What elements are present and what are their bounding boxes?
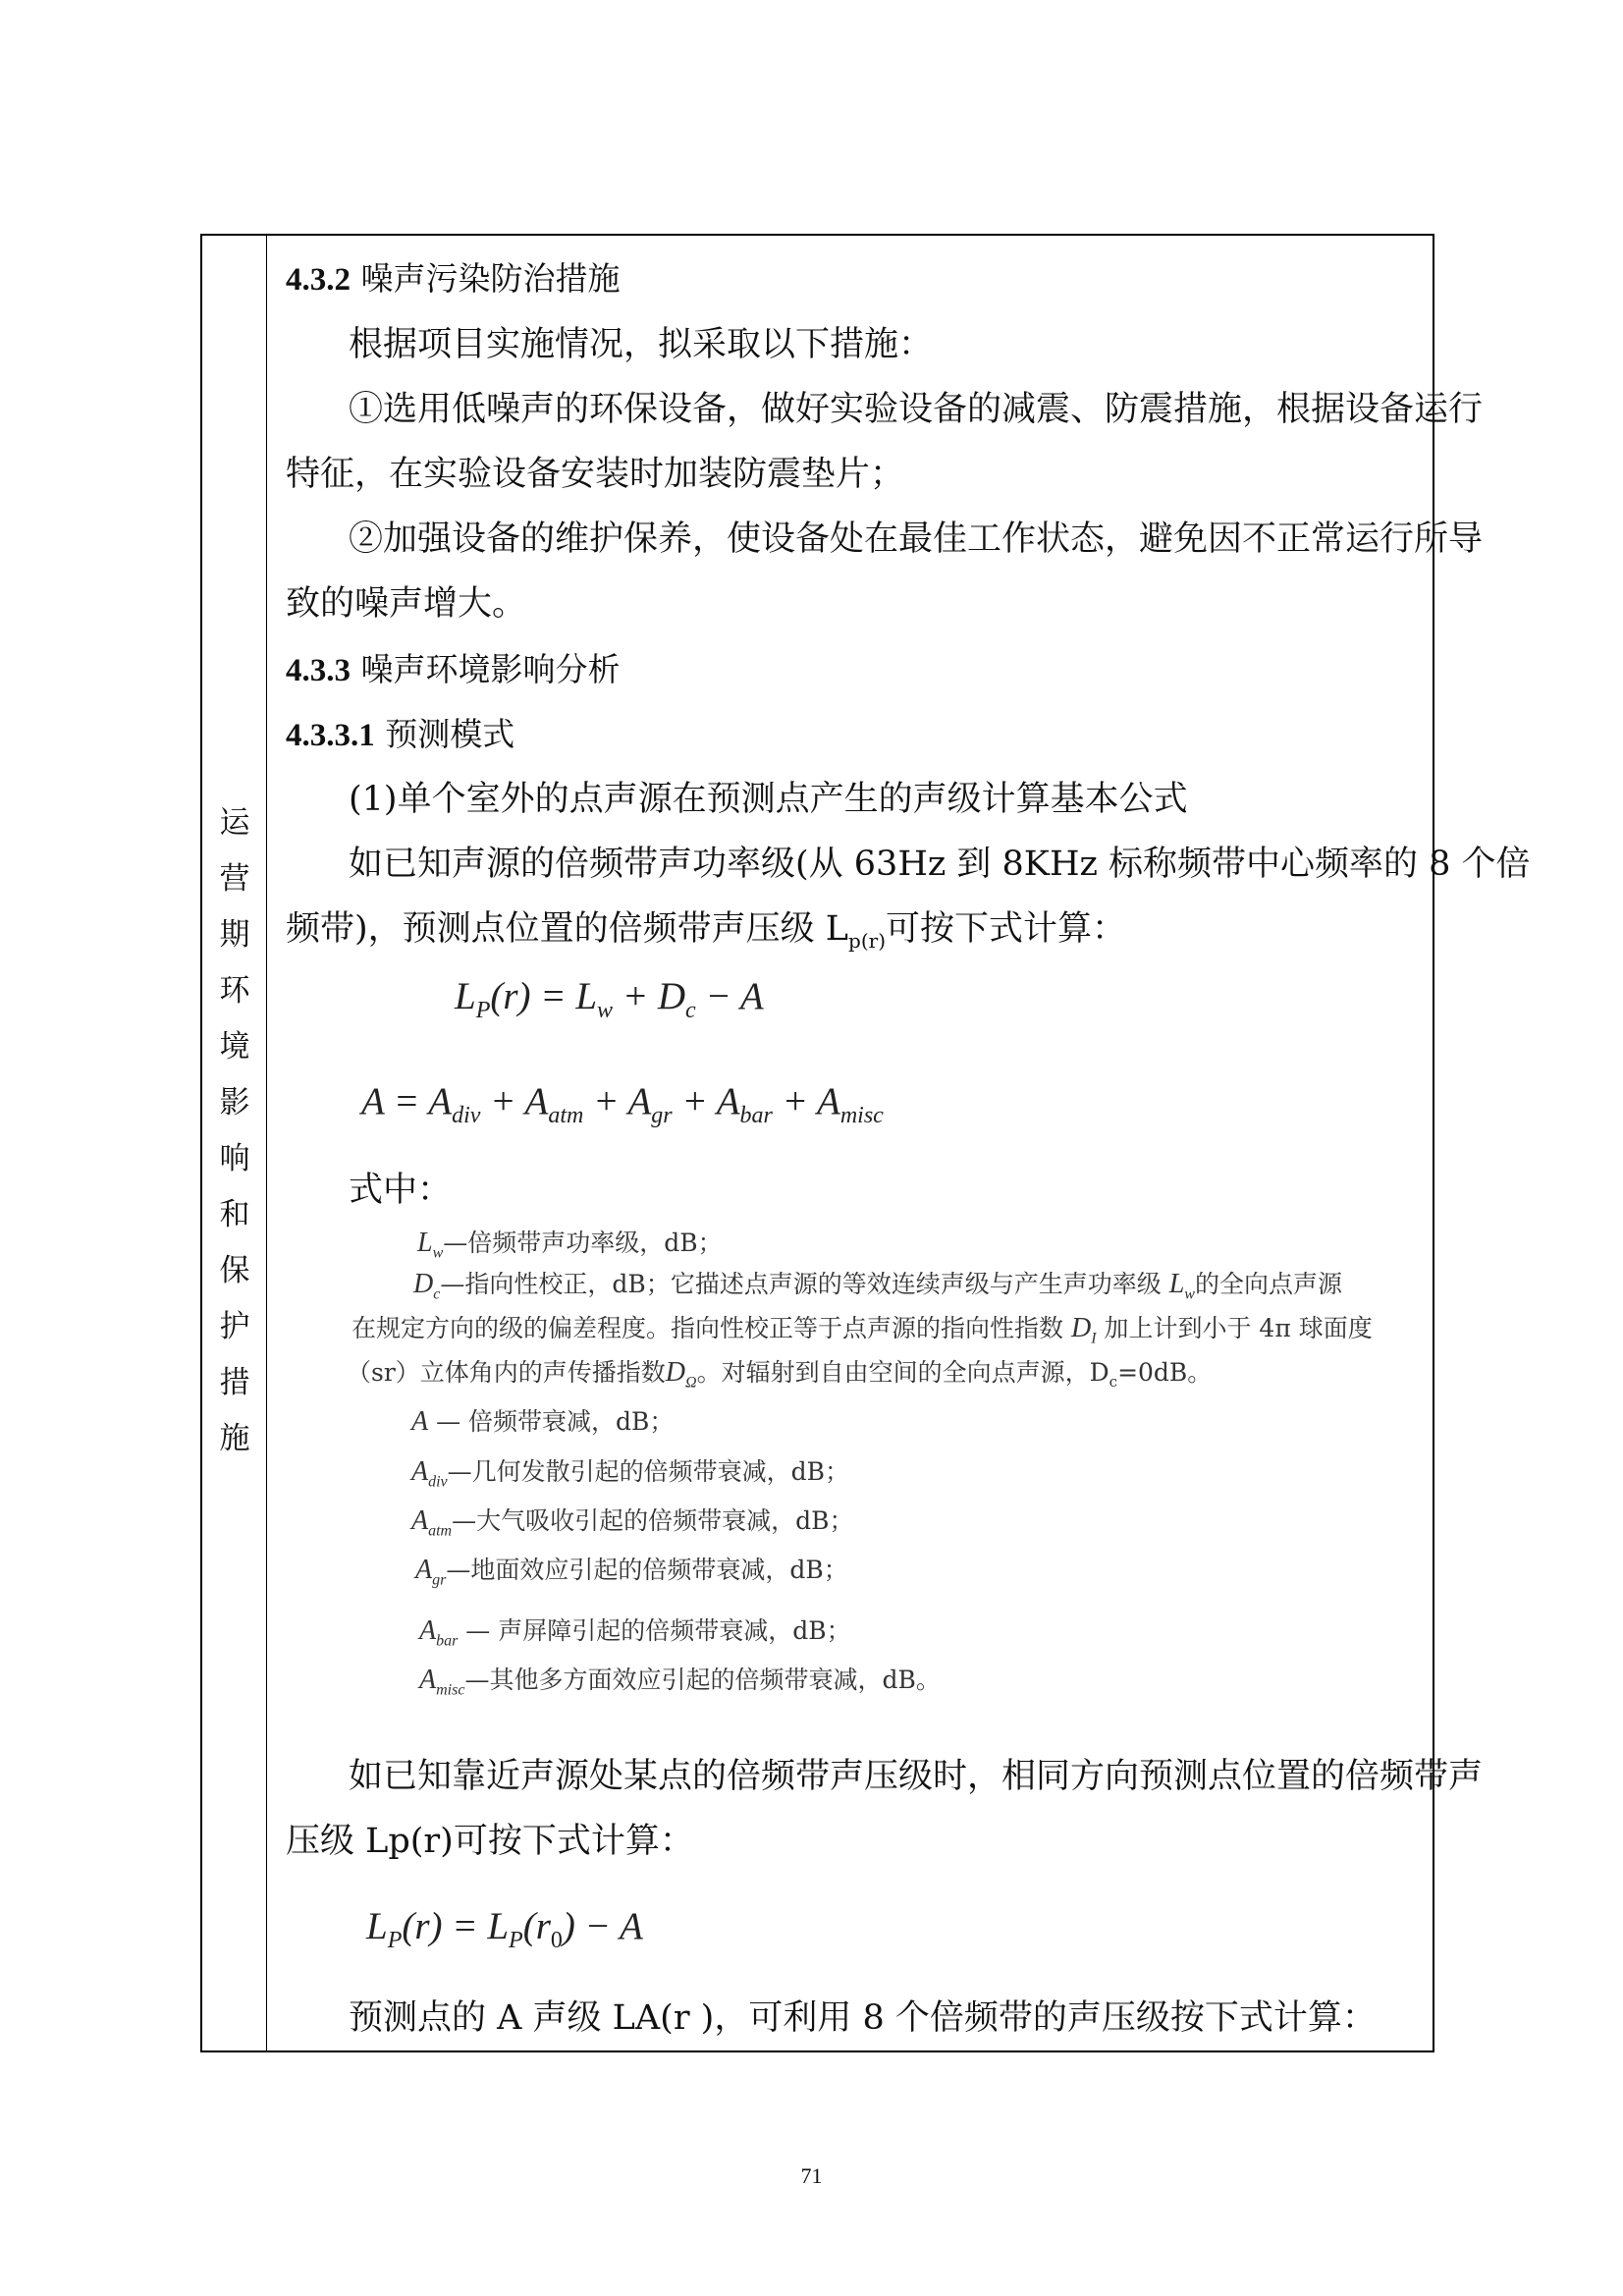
def-abar: $A_{bar}$ — 声屏障引起的倍频带衰减，dB； — [419, 1615, 851, 1650]
side-label-char: 期 — [219, 917, 250, 953]
def-dc-line-3: （sr）立体角内的声传播指数$D_\Omega$。对辐射到自由空间的全向点声源，$D_c=0dB$。 — [347, 1357, 1213, 1392]
paragraph: 预测点的 A 声级 LA(r )，可利用 8 个倍频带的声压级按下式计算： — [349, 1998, 1377, 2038]
label-where: 式中： — [349, 1171, 453, 1210]
side-label-char: 护 — [219, 1309, 250, 1344]
paragraph: 根据项目实施情况，拟采取以下措施： — [349, 325, 934, 364]
side-label-char: 影 — [219, 1085, 250, 1121]
def-lw: $L_w—$倍频带声功率级，dB； — [417, 1228, 723, 1262]
measure-1-line-1: ①选用低噪声的环保设备，做好实验设备的减震、防震措施，根据设备运行 — [349, 390, 1484, 429]
side-label-char: 环 — [219, 973, 250, 1009]
side-label-char: 保 — [219, 1253, 250, 1288]
formula-lp-r0: $L_P(r) = L_P(r_0) - A$ — [366, 1905, 643, 1953]
measure-1-line-2: 特征，在实验设备安装时加装防震垫片； — [286, 455, 905, 494]
section-heading-4-3-3: 4.3.3 噪声环境影响分析 — [286, 650, 621, 688]
side-label-char: 营 — [219, 861, 250, 897]
side-label-char: 措 — [219, 1365, 250, 1400]
def-dc: $D_c—$指向性校正，dB；它描述点声源的等效连续声级与产生声功率级 $L_w$的全向点声源 — [413, 1269, 1342, 1303]
def-amisc: $A_{misc}—$其他多方面效应引起的倍频带衰减，dB。 — [419, 1665, 941, 1699]
def-adiv: $A_{div}—$几何发散引起的倍频带衰减，dB； — [411, 1456, 850, 1491]
side-label-char: 施 — [219, 1421, 250, 1456]
paragraph-line-2: 压级 Lp(r)可按下式计算： — [286, 1822, 694, 1861]
def-agr: $A_{gr}—$地面效应引起的倍频带衰减，dB； — [415, 1555, 848, 1589]
side-label-column — [202, 236, 267, 2050]
measure-2-line-1: ②加强设备的维护保养，使设备处在最佳工作状态，避免因不正常运行所导 — [349, 519, 1484, 559]
paragraph-line-1: 如已知声源的倍频带声功率级(从 63Hz 到 8KHz 标称频带中心频率的 8 个倍 — [349, 845, 1531, 884]
paragraph-line-2: 频带)，预测点位置的倍频带声压级 $L_{p(r)}$可按下式计算： — [286, 909, 1127, 953]
page-number: 71 — [800, 2163, 823, 2188]
side-label-char: 运 — [219, 805, 250, 841]
formula-a: $A = A_{div} + A_{atm} + A_{gr} + A_{bar} + A_{misc}$ — [361, 1080, 884, 1128]
def-a: A — 倍频带衰减，dB； — [411, 1406, 675, 1437]
side-label — [202, 795, 267, 1467]
measure-2-line-2: 致的噪声增大。 — [286, 584, 527, 624]
side-label-char: 响 — [219, 1141, 250, 1176]
content-cell — [268, 236, 1531, 2050]
side-label-char: 境 — [219, 1029, 250, 1065]
formula-lp: $L_P(r) = L_w + D_c - A$ — [455, 975, 764, 1023]
def-dc-line-2: 在规定方向的级的偏差程度。指向性校正等于点声源的指向性指数 $D_I$ 加上计到小于 4π 球面度 — [352, 1313, 1373, 1347]
content-table — [200, 234, 1531, 2052]
paragraph-line-1: 如已知靠近声源处某点的倍频带声压级时，相同方向预测点位置的倍频带声 — [349, 1757, 1484, 1796]
def-aatm: $A_{atm}—$大气吸收引起的倍频带衰减，dB； — [411, 1505, 854, 1540]
section-heading-4-3-3-1: 4.3.3.1 预测模式 — [286, 715, 515, 753]
side-label-char: 和 — [219, 1197, 250, 1232]
paragraph: (1)单个室外的点声源在预测点产生的声级计算基本公式 — [349, 780, 1188, 819]
section-heading-4-3-2: 4.3.2 噪声污染防治措施 — [286, 259, 621, 298]
